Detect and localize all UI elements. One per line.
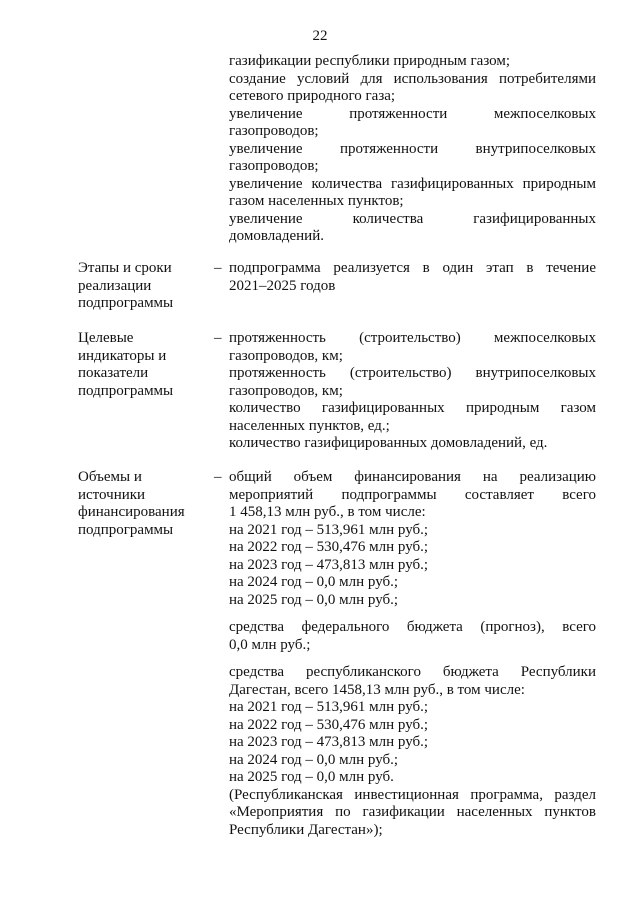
label-line: реализации — [78, 277, 152, 294]
text-line: протяженность (строительство) внутрипоселковых — [229, 365, 596, 381]
section-value — [229, 469, 596, 839]
text-line: общий объем финансирования на реализацию — [229, 469, 596, 485]
text-line: на 2025 год – 0,0 млн руб. — [229, 769, 394, 785]
funding-federal-block — [229, 619, 596, 654]
dash-separator: – — [214, 330, 222, 346]
label-line: финансирования — [78, 504, 185, 520]
text-line: Республики Дагестан»); — [229, 821, 383, 838]
section-label — [78, 330, 218, 400]
text-line: на 2022 год – 530,476 млн руб.; — [229, 539, 429, 555]
text-line: 1 458,13 млн руб., в том числе: — [229, 504, 426, 520]
label-line: Объемы и — [78, 469, 142, 485]
text-line: населенных пунктов, ед.; — [229, 417, 390, 434]
text-line: сетевого природного газа; — [229, 88, 396, 104]
text-line: увеличение количества газифицированных природным — [229, 175, 596, 192]
text-line: на 2021 год – 513,961 млн руб.; — [229, 521, 429, 538]
text-line: увеличение количества газифицированных — [229, 210, 596, 227]
text-line: газификации республики природным газом; — [229, 53, 511, 69]
text-line: на 2023 год – 473,813 млн руб.; — [229, 556, 429, 573]
text-line: газопроводов, км; — [229, 382, 343, 399]
text-line: подпрограмма реализуется в один этап в течение — [229, 260, 596, 276]
text-line: на 2023 год – 473,813 млн руб.; — [229, 734, 429, 750]
text-line: домовладений. — [229, 228, 324, 244]
funding-republic-block — [229, 664, 596, 839]
funding-total-block — [229, 469, 596, 609]
text-line: увеличение протяженности внутрипоселковых — [229, 140, 596, 157]
label-line: подпрограммы — [78, 382, 174, 399]
text-line: газопроводов, км; — [229, 347, 343, 364]
text-line: увеличение протяженности межпоселковых — [229, 105, 596, 122]
text-line: на 2022 год – 530,476 млн руб.; — [229, 716, 429, 733]
label-line: подпрограммы — [78, 521, 174, 538]
text-line: на 2024 год – 0,0 млн руб.; — [229, 574, 399, 590]
text-line: «Мероприятия по газификации населенных пунктов — [229, 804, 596, 820]
text-line: на 2025 год – 0,0 млн руб.; — [229, 591, 399, 608]
text-line: на 2021 год – 513,961 млн руб.; — [229, 699, 429, 715]
label-line: индикаторы и — [78, 347, 167, 364]
text-line: протяженность (строительство) межпоселковых — [229, 330, 596, 346]
text-line: (Республиканская инвестиционная программа, раздел — [229, 786, 596, 803]
section-label — [78, 260, 218, 313]
text-line: газопроводов; — [229, 158, 319, 174]
section-value — [229, 330, 596, 453]
text-line: создание условий для использования потребителями — [229, 70, 596, 87]
text-line: на 2024 год – 0,0 млн руб.; — [229, 751, 399, 768]
label-line: источники — [78, 486, 146, 503]
text-line: средства федерального бюджета (прогноз), всего — [229, 619, 596, 635]
label-line: показатели — [78, 365, 149, 381]
section-label — [78, 469, 218, 539]
label-line: Целевые — [78, 330, 134, 346]
dash-separator: – — [214, 260, 222, 276]
section-value — [229, 260, 596, 295]
text-line: средства республиканского бюджета Республики — [229, 664, 596, 680]
text-line: Дагестан, всего 1458,13 млн руб., в том числе: — [229, 681, 525, 698]
text-line: мероприятий подпрограммы составляет всего — [229, 486, 596, 503]
page-number: 22 — [312, 28, 328, 44]
text-line: 0,0 млн руб.; — [229, 636, 311, 653]
label-line: подпрограммы — [78, 295, 174, 311]
text-line: количество газифицированных природным газом — [229, 400, 596, 416]
intro-text — [229, 53, 596, 246]
label-line: Этапы и сроки — [78, 260, 172, 276]
text-line: количество газифицированных домовладений, ед. — [229, 435, 548, 451]
text-line: газом населенных пунктов; — [229, 193, 404, 209]
text-line: 2021–2025 годов — [229, 277, 336, 294]
text-line: газопроводов; — [229, 123, 319, 139]
dash-separator: – — [214, 469, 222, 485]
